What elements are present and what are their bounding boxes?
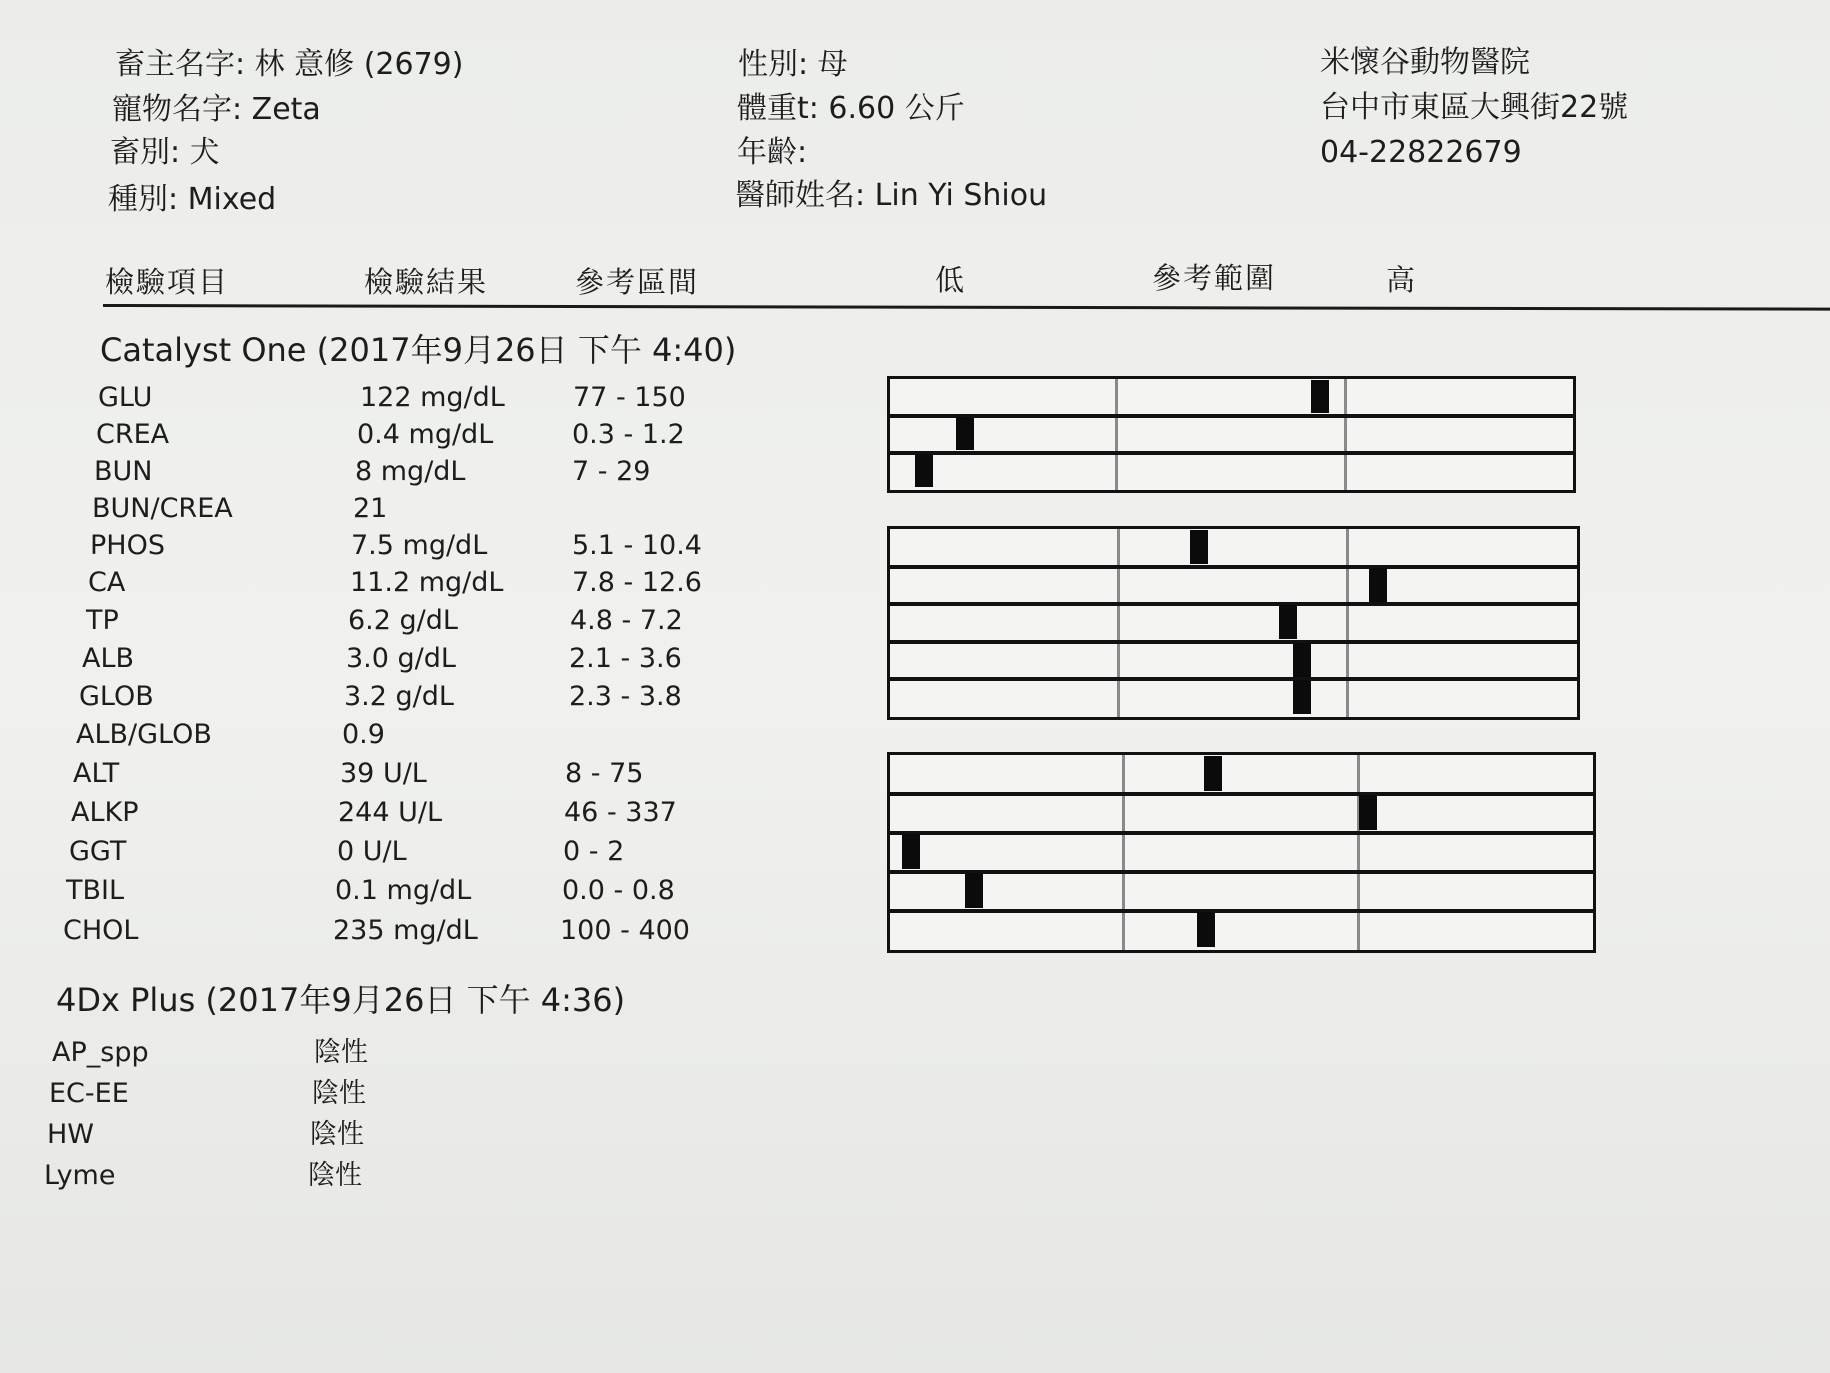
result-marker-chol [1197,912,1215,947]
test-name: GLOB [79,681,154,712]
test-result: 122 mg/dL [360,382,505,413]
fourdx-test-result: 陰性 [314,1037,368,1068]
test-result: 244 U/L [338,797,443,828]
range-bar-group [887,376,1576,493]
test-reference-range: 0.3 - 1.2 [572,419,685,450]
test-name: GLU [98,382,153,413]
test-result: 21 [353,493,388,524]
column-range: 參考區間 [575,265,700,299]
column-low: 低 [935,263,967,297]
result-marker-ggt [902,834,920,869]
result-marker-glob [1293,680,1311,714]
result-marker-glu [1311,380,1329,413]
test-reference-range: 0 - 2 [563,836,625,867]
test-reference-range: 8 - 75 [565,758,644,789]
column-result: 檢驗結果 [364,265,489,299]
test-result: 11.2 mg/dL [350,567,504,598]
reference-boundary [1115,379,1118,490]
column-item: 檢驗項目 [105,265,230,299]
age: 年齡: [737,135,808,170]
test-reference-range: 4.8 - 7.2 [570,605,683,636]
test-reference-range: 5.1 - 10.4 [572,530,702,561]
species: 畜別: 犬 [110,135,220,170]
column-ref-range: 參考範圍 [1152,261,1277,295]
result-marker-tp [1279,605,1297,639]
result-marker-alkp [1359,795,1377,830]
test-result: 0.1 mg/dL [335,875,472,906]
test-name: ALB/GLOB [76,719,212,750]
reference-boundary [1357,755,1360,950]
fourdx-test-name: EC-EE [49,1078,129,1109]
test-reference-range: 46 - 337 [564,797,677,828]
fourdx-test-name: Lyme [44,1160,116,1191]
test-name: ALKP [71,797,139,828]
owner-name: 畜主名字: 林 意修 (2679) [115,47,464,82]
bar-separator [890,414,1573,418]
test-name: CREA [96,419,170,450]
clinic-phone: 04-22822679 [1320,135,1522,170]
test-reference-range: 7.8 - 12.6 [572,567,702,598]
test-reference-range: 0.0 - 0.8 [562,875,675,906]
bar-separator [890,831,1593,835]
test-reference-range: 7 - 29 [572,456,651,487]
test-result: 3.0 g/dL [346,643,456,674]
bar-separator [890,792,1593,796]
fourdx-title: 4Dx Plus (2017年9月26日 下午 4:36) [56,981,626,1019]
clinic-name: 米懷谷動物醫院 [1320,45,1530,80]
breed: 種別: Mixed [108,182,277,217]
column-high: 高 [1386,263,1418,297]
test-name: GGT [69,836,127,867]
range-bar-group [887,526,1580,720]
test-result: 39 U/L [340,758,427,789]
bar-separator [890,565,1577,569]
fourdx-test-result: 陰性 [308,1160,362,1191]
reference-boundary [1344,379,1347,490]
bar-separator [890,909,1593,913]
test-reference-range: 77 - 150 [573,382,686,413]
test-name: ALB [82,643,135,674]
result-marker-alb [1293,643,1311,677]
range-bar-group [887,752,1596,953]
result-marker-bun [915,454,933,487]
header-rule [103,304,1830,311]
bar-separator [890,870,1593,874]
reference-boundary [1117,529,1120,717]
bar-separator [890,677,1577,681]
result-marker-tbil [965,873,983,908]
doctor-name: 醫師姓名: Lin Yi Shiou [735,178,1048,213]
fourdx-test-result: 陰性 [310,1119,364,1150]
test-result: 7.5 mg/dL [351,530,488,561]
fourdx-test-result: 陰性 [312,1078,366,1109]
test-name: CA [88,567,126,598]
catalyst-title: Catalyst One (2017年9月26日 下午 4:40) [100,331,737,369]
reference-boundary [1346,529,1349,717]
test-name: TBIL [66,875,125,906]
result-marker-ca [1369,568,1387,602]
result-marker-phos [1190,530,1208,564]
test-reference-range: 2.1 - 3.6 [569,643,682,674]
reference-boundary [1122,755,1125,950]
test-result: 3.2 g/dL [344,681,454,712]
test-result: 0.9 [342,719,385,750]
test-name: BUN/CREA [92,493,233,524]
test-name: ALT [73,758,120,789]
test-result: 0 U/L [337,836,407,867]
test-result: 6.2 g/dL [348,605,458,636]
fourdx-test-name: AP_spp [52,1037,149,1068]
bar-separator [890,451,1573,455]
bar-separator [890,640,1577,644]
test-name: CHOL [63,915,139,946]
bar-separator [890,602,1577,606]
test-result: 235 mg/dL [333,915,478,946]
weight: 體重t: 6.60 公斤 [737,91,965,126]
test-reference-range: 2.3 - 3.8 [569,681,682,712]
sex: 性別: 母 [738,47,848,82]
result-marker-alt [1204,756,1222,791]
test-reference-range: 100 - 400 [560,915,690,946]
test-name: TP [86,605,119,636]
clinic-address: 台中市東區大興街22號 [1320,90,1629,125]
test-name: BUN [94,456,153,487]
fourdx-test-name: HW [47,1119,94,1150]
test-result: 8 mg/dL [355,456,466,487]
pet-name: 寵物名字: Zeta [112,92,321,127]
test-name: PHOS [90,530,165,561]
result-marker-crea [956,417,974,450]
test-result: 0.4 mg/dL [357,419,494,450]
